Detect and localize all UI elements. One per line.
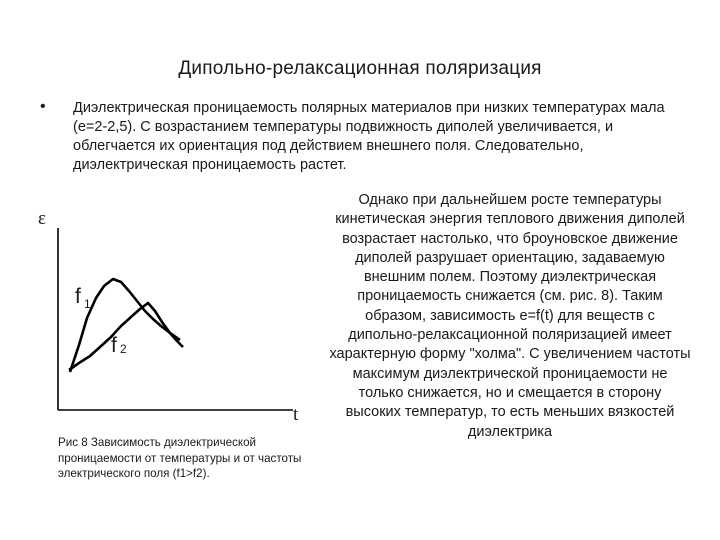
curve-f2-subscript: 2 (120, 342, 127, 356)
x-axis-label: t (293, 404, 299, 425)
curve-f1-subscript: 1 (84, 297, 91, 311)
figure-caption: Рис 8 Зависимость диэлектрической проницаемости от температуры и от частоты электрического поля (f1>f2). (58, 436, 302, 480)
slide-title: Дипольно-релаксационная поляризация (178, 58, 542, 79)
curve-f2 (69, 303, 183, 370)
curve-f2-label: f (111, 334, 117, 357)
curve-f1-label: f (75, 285, 81, 308)
y-axis-label: ε (38, 208, 46, 229)
right-paragraph: Однако при дальнейшем росте температуры кинетическая энергия теплового движения диполей возрастает настолько, что броуновское движение диполей разрушает ориентацию, задаваемую внешним полем. Поэтому диэлектрическая проницаемость снижается (см. рис. 8). Таким образом, зависимость e=f(t) для веществ с дипольно-релаксационной поляризацией имеет характерную форму "холма". С увеличением частоты максимум диэлектрической проницаемости не только снижается, но и смещается в сторону высоких температур, то есть меньших вязкостей диэлектрика (329, 192, 691, 440)
bullet-paragraph: Диэлектрическая проницаемость полярных материалов при низких температурах мала (e=2-2,5). С возрастанием температуры подвижность диполей увеличивается, и облегчается их ориентация под действием внешнего поля. Следовательно, диэлектрическая проницаемость растет. (73, 100, 665, 173)
bullet-marker: • (40, 98, 46, 115)
